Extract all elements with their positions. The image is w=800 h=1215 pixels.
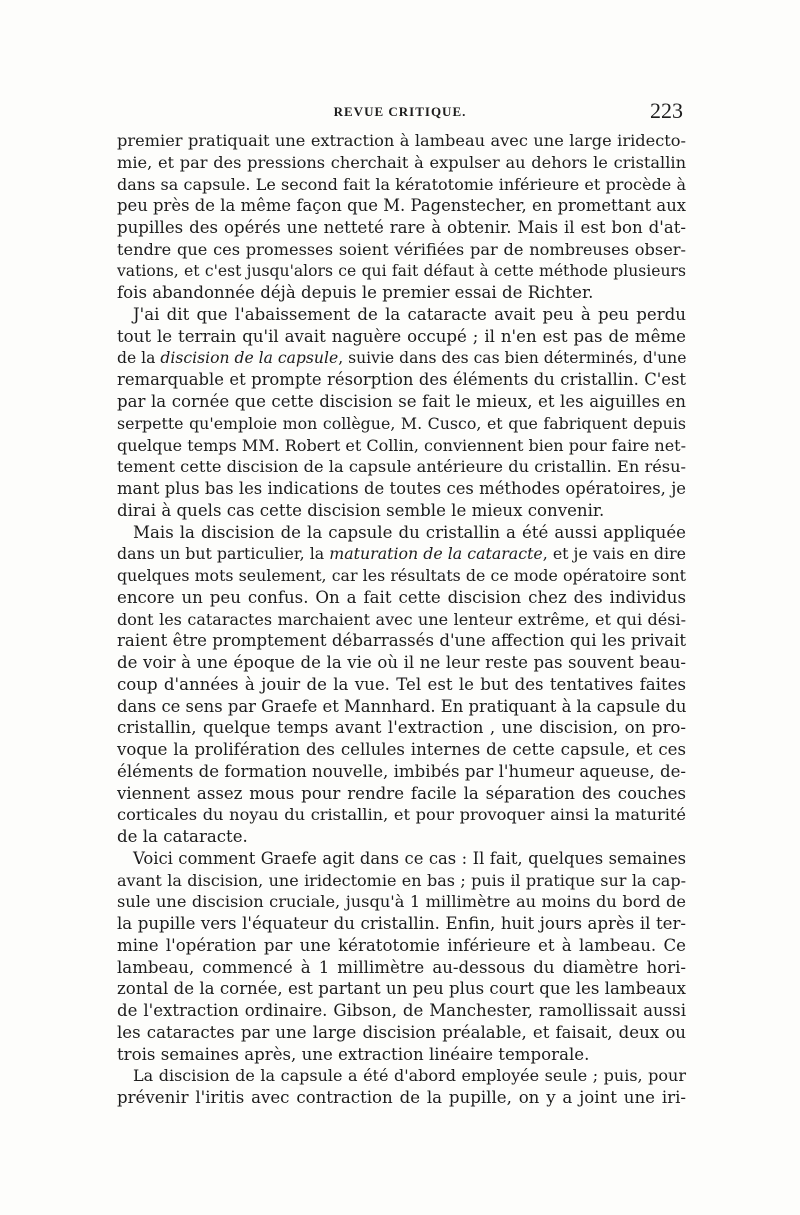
text-line [117,957,686,979]
text-segment: , suivie dans des cas bien déterminés, d'une [338,348,687,367]
text-segment: corticales du noyau du cristallin, et pour provoquer ainsi la maturité [117,805,686,825]
text-segment: lambeau, commencé à 1 millimètre au-dessous du diamètre hori- [117,957,686,977]
text-line [117,587,686,609]
text-line [117,282,686,304]
text-line [117,696,686,718]
text-segment: prévenir l'iritis avec contraction de la pupille, on y a joint une iri- [117,1088,686,1107]
text-line [117,1022,686,1044]
text-segment: de voir à une époque de la vie où il ne leur reste pas souvent beau- [117,653,686,672]
text-line [117,239,686,261]
text-segment: de la cataracte. [117,827,248,846]
text-line [117,478,686,500]
italic-phrase: maturation de la cataracte [329,544,543,564]
text-line [117,1000,686,1022]
text-line [117,1044,686,1066]
text-segment: les cataractes par une large discision préalable, et faisait, deux ou [117,1022,686,1042]
text-segment: par la cornée que cette discision se fait le mieux, et les aiguilles en [117,392,686,411]
text-segment: de l'extraction ordinaire. Gibson, de Manchester, ramollissait aussi [117,1001,686,1020]
text-segment: coup d'années à jouir de la vue. Tel est le but des tentatives faites [117,674,686,694]
text-segment: zontal de la cornée, est partant un peu plus court que les lambeaux [117,979,686,999]
text-line [117,717,686,739]
text-segment: mine l'opération par une kératotomie inférieure et à lambeau. Ce [117,935,686,955]
text-line [117,522,686,544]
text-segment: J'ai dit que l'abaissement de la cataracte avait peu à peu perdu [133,305,686,324]
text-segment: dans sa capsule. Le second fait la kératotomie inférieure et procède à [117,174,686,194]
running-title: REVUE CRITIQUE. [333,104,467,119]
text-segment: éléments de formation nouvelle, imbibés par l'humeur aqueuse, de- [117,761,686,781]
running-head [117,98,683,128]
text-segment: viennent assez mous pour rendre facile la séparation des couches [117,783,686,803]
text-segment: trois semaines après, une extraction linéaire temporale. [117,1044,590,1064]
text-segment: fois abandonnée déjà depuis le premier essai de Richter. [117,283,594,303]
text-line [117,609,686,631]
text-line [117,174,686,196]
text-line [117,435,686,457]
text-segment: tout le terrain qu'il avait naguère occupé ; il n'en est pas de même [117,326,686,346]
text-line [117,978,686,1000]
text-line [117,261,686,283]
text-segment: dirai à quels cas cette discision semble le mieux convenir. [117,500,605,520]
text-line [117,848,686,870]
text-segment: mant plus bas les indications de toutes ces méthodes opératoires, je [117,479,686,498]
text-line [117,870,686,892]
text-line [117,456,686,478]
text-segment: la pupille vers l'équateur du cristallin. Enfin, huit jours après il ter- [117,914,686,933]
text-segment: dans ce sens par Graefe et Mannhard. En pratiquant à la capsule du [117,696,687,716]
text-segment: La discision de la capsule a été d'abord employée seule ; puis, pour [133,1066,686,1086]
text-line [117,935,686,957]
text-line [117,348,686,370]
text-line [117,1087,686,1109]
text-segment: encore un peu confus. On a fait cette discision chez des individus [117,587,686,607]
text-line [117,891,686,913]
text-line [117,1065,686,1087]
text-segment: raient être promptement débarrassés d'une affection qui les privait [117,631,686,651]
text-segment: mie, et par des pressions cherchait à expulser au dehors le cristallin [117,152,686,172]
text-segment: quelque temps MM. Robert et Collin, conviennent bien pour faire net- [117,435,686,455]
text-segment: tement cette discision de la capsule antérieure du cristallin. En résu- [117,457,686,477]
text-segment: vations, et c'est jusqu'alors ce qui fait défaut à cette méthode plusieurs [117,261,686,280]
text-segment: avant la discision, une iridectomie en bas ; puis il pratique sur la cap- [117,870,686,890]
page-number: 223 [650,98,683,123]
text-line [117,652,686,674]
text-segment: dont les cataractes marchaient avec une lenteur extrême, et qui dési- [117,609,686,629]
text-line [117,326,686,348]
text-segment: voque la prolifération des cellules internes de cette capsule, et ces [117,740,686,759]
text-line [117,913,686,935]
text-line [117,304,686,326]
text-segment: tendre que ces promesses soient vérifiées par de nombreuses obser- [117,239,686,259]
text-line [117,739,686,761]
text-line [117,152,686,174]
italic-phrase: discision de la capsule [160,348,339,367]
text-line [117,391,686,413]
text-line [117,826,686,848]
text-line [117,195,686,217]
text-segment: peu près de la même façon que M. Pagenstecher, en promettant aux [117,196,686,216]
text-segment: de la [117,348,161,367]
text-line [117,783,686,805]
text-line [117,565,686,587]
text-line [117,413,686,435]
text-line [117,130,686,152]
text-segment: serpette qu'emploie mon collègue, M. Cusco, et que fabriquent depuis [117,413,686,433]
text-line [117,500,686,522]
text-segment: Voici comment Graefe agit dans ce cas : Il fait, quelques semaines [133,848,686,868]
text-line [117,674,686,696]
text-segment: cristallin, quelque temps avant l'extraction , une discision, on pro- [117,718,686,738]
text-line [117,630,686,652]
body-text [117,130,686,1109]
text-segment: pupilles des opérés une netteté rare à obtenir. Mais il est bon d'at- [117,218,686,237]
text-line [117,761,686,783]
text-segment: premier pratiquait une extraction à lambeau avec une large iridecto- [117,131,686,150]
text-segment: Mais la discision de la capsule du cristallin a été aussi appliquée [133,522,686,542]
text-segment: sule une discision cruciale, jusqu'à 1 millimètre au moins du bord de [117,892,686,912]
text-segment: remarquable et prompte résorption des éléments du cristallin. C'est [117,370,686,390]
text-line [117,369,686,391]
text-line [117,543,686,565]
text-line [117,804,686,826]
text-segment: , et je vais en dire [542,544,686,564]
text-segment: dans un but particulier, la [117,544,330,564]
text-line [117,217,686,239]
text-segment: quelques mots seulement, car les résultats de ce mode opératoire sont [117,566,686,585]
